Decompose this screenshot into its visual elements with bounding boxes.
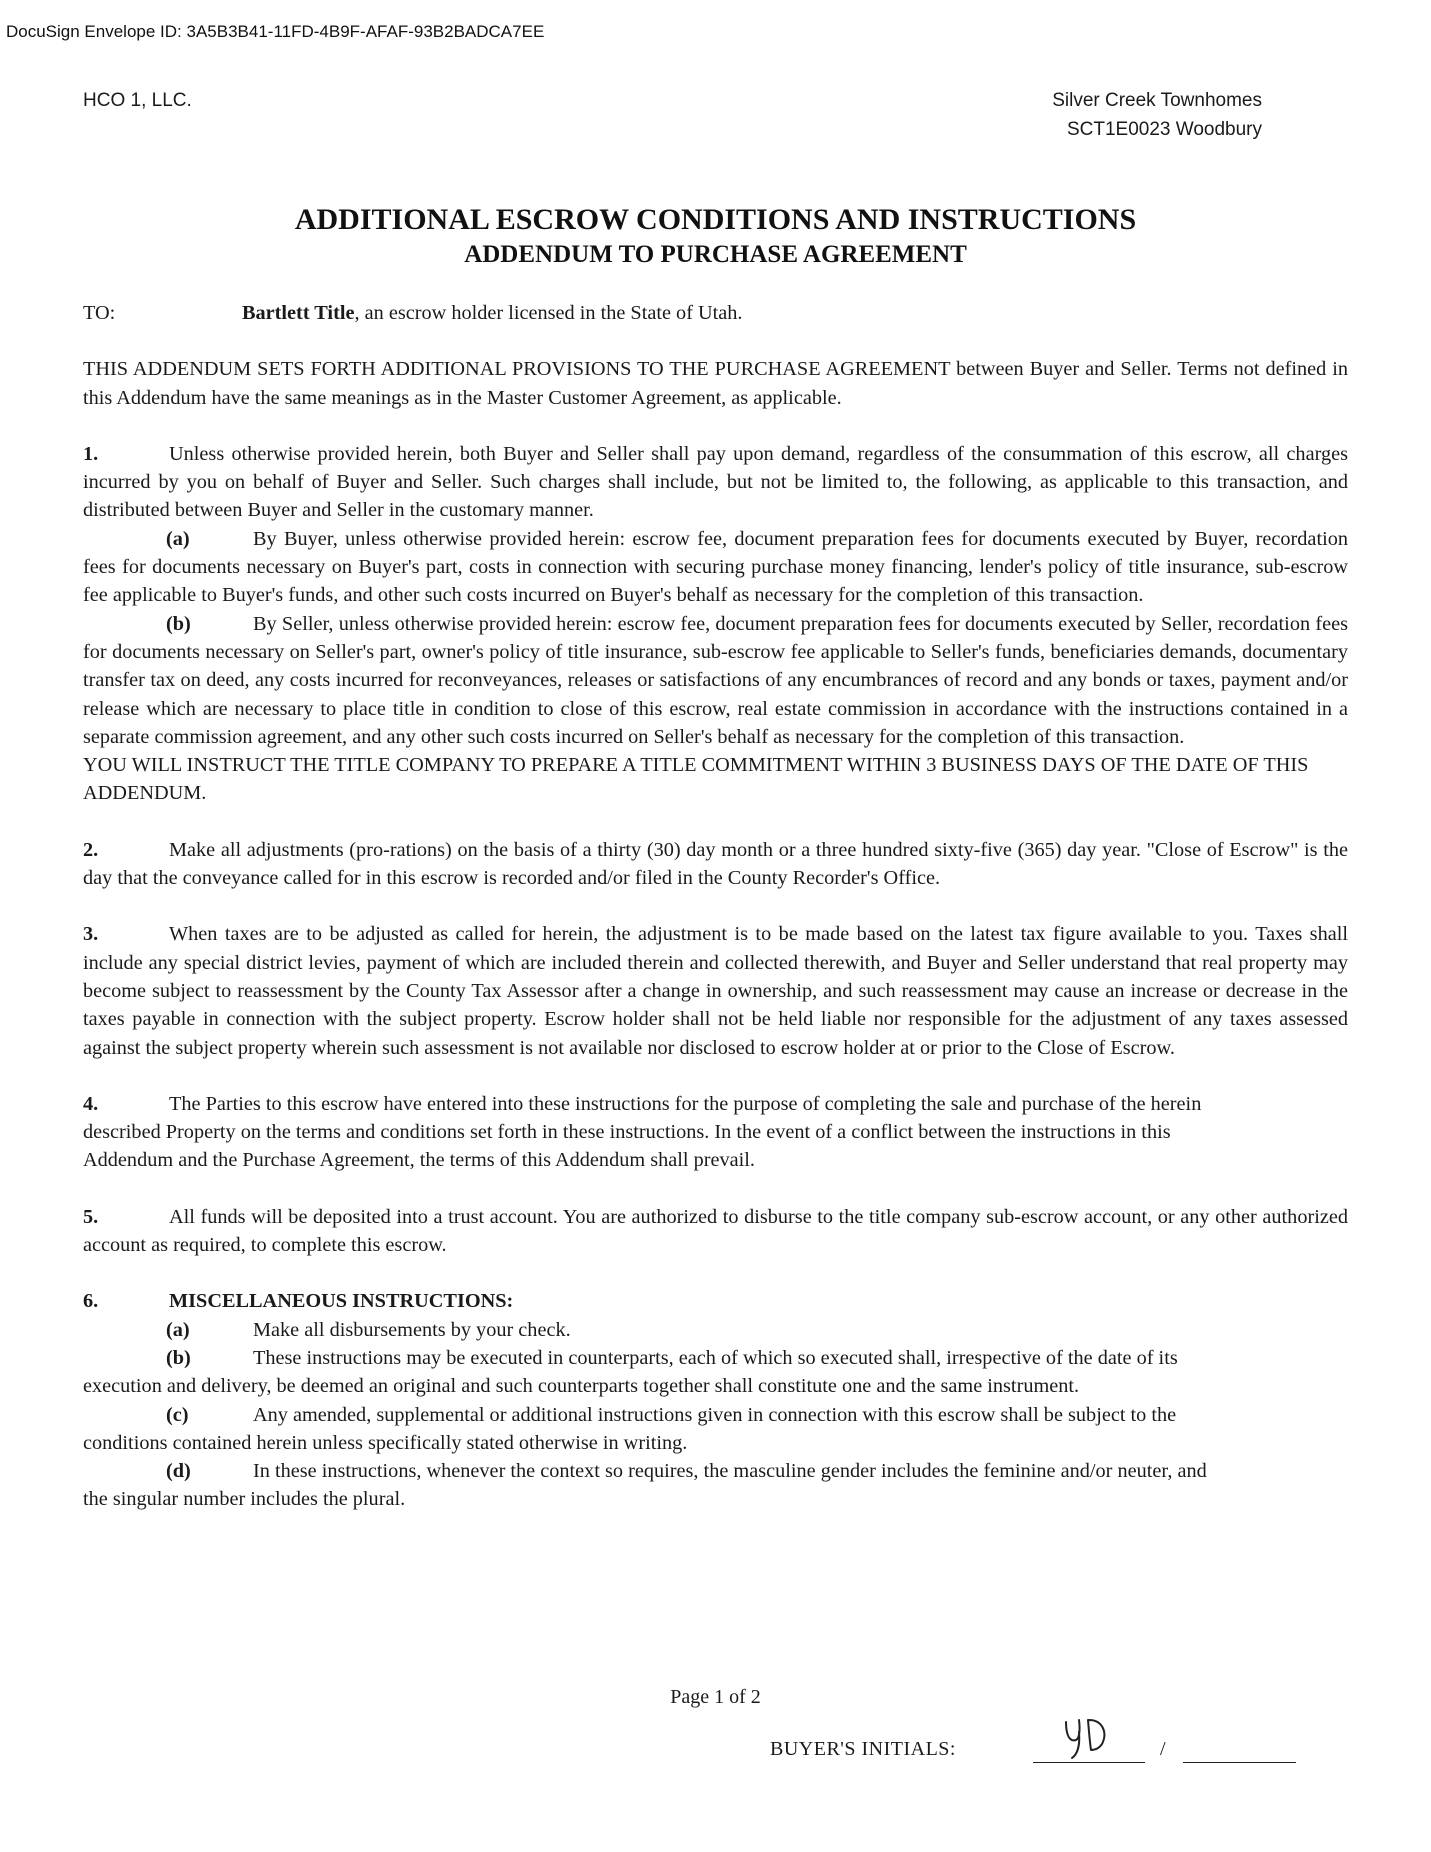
- section-1-text: Unless otherwise provided herein, both Buyer and Seller shall pay upon demand, regardless of the consummation of this escrow, all charges incurred by you on behalf of Buyer and Seller. Such charges shall include, but not be limited to, the following, as applicable to this transaction, and distributed between Buyer and Seller in the customary manner.: [83, 442, 1348, 522]
- section-1-caps-instruction: YOU WILL INSTRUCT THE TITLE COMPANY TO PREPARE A TITLE COMMITMENT WITHIN 3 BUSINESS DAYS OF THE DATE OF THIS ADDENDUM.: [83, 754, 1309, 805]
- section-6c: [83, 1401, 1211, 1458]
- section-1: [83, 440, 1348, 525]
- section-6b-label: (b): [166, 1346, 191, 1369]
- section-1a-text: By Buyer, unless otherwise provided herein: escrow fee, document preparation fees for documents executed by Buyer, recordation fees for documents necessary on Buyer's part, costs in connection with securing purchase money financing, lender's policy of title insurance, sub-escrow fee applicable to Buyer's funds, and other such costs incurred on Buyer's behalf as necessary for the completion of this transaction.: [83, 527, 1348, 607]
- section-1b-label: (b): [166, 612, 191, 635]
- section-1-number: 1.: [83, 442, 99, 465]
- section-5: [83, 1203, 1348, 1260]
- section-2: [83, 836, 1348, 893]
- document-subtitle: ADDENDUM TO PURCHASE AGREEMENT: [464, 241, 967, 268]
- section-6-heading: MISCELLANEOUS INSTRUCTIONS:: [169, 1290, 514, 1313]
- document-title: ADDITIONAL ESCROW CONDITIONS AND INSTRUCTIONS: [294, 203, 1137, 236]
- section-6-number: 6.: [83, 1290, 99, 1313]
- section-6a-text: Make all disbursements by your check.: [253, 1318, 571, 1341]
- section-3-number: 3.: [83, 923, 99, 946]
- escrow-holder-desc: , an escrow holder licensed in the State of Utah.: [354, 302, 743, 324]
- section-6d-text: In these instructions, whenever the context so requires, the masculine gender includes the feminine and/or neuter, and the singular number includes the plural.: [83, 1460, 1207, 1511]
- section-6b-text: These instructions may be executed in counterparts, each of which so executed shall, irrespective of the date of its execution and delivery, be deemed an original and such counterparts together shall constitute one and the same instrument.: [83, 1346, 1178, 1398]
- section-2-text: Make all adjustments (pro-rations) on the basis of a thirty (30) day month or a three hundred sixty-five (365) day year. "Close of Escrow" is the day that the conveyance called for in this escrow is recorded and/or filed in the County Recorder's Office.: [83, 838, 1348, 890]
- to-recipient: [242, 299, 743, 327]
- section-1b: [83, 610, 1348, 751]
- initials-separator: /: [1160, 1738, 1166, 1760]
- section-5-number: 5.: [83, 1205, 99, 1228]
- section-6b: [83, 1344, 1211, 1401]
- section-6c-text: Any amended, supplemental or additional instructions given in connection with this escrow shall be subject to the conditions contained herein unless specifically stated otherwise in writing.: [83, 1403, 1177, 1454]
- to-line: [83, 299, 1348, 327]
- section-4-text: The Parties to this escrow have entered into these instructions for the purpose of completing the sale and purchase of the herein described Property on the terms and conditions set forth in these instructions. In the event of a conflict between the instructions in this Addendum and the Purchase Agreement, the terms of this Addendum shall prevail.: [83, 1092, 1202, 1172]
- intro-paragraph: THIS ADDENDUM SETS FORTH ADDITIONAL PROVISIONS TO THE PURCHASE AGREEMENT between Buyer and Seller. Terms not defined in this Addendum have the same meanings as in the Master Customer Agreement, as applicable.: [83, 358, 1348, 409]
- section-6c-label: (c): [166, 1403, 189, 1426]
- project-name: Silver Creek Townhomes: [1052, 90, 1262, 111]
- property-block: [1052, 86, 1262, 144]
- section-3-text: When taxes are to be adjusted as called for herein, the adjustment is to be made based on the latest tax figure available to you. Taxes shall include any special district levies, payment of which are included therein and collected therewith, and Buyer and Seller understand that real property may become subject to reassessment by the County Tax Assessor after a change in ownership, and such reassessment may cause an increase or decrease in the taxes payable in connection with the subject property. Escrow holder shall not be held liable nor responsible for the adjustment of any taxes assessed against the subject property wherein such assessment is not available nor disclosed to escrow holder at or prior to the Close of Escrow.: [83, 923, 1348, 1059]
- docusign-envelope-id: DocuSign Envelope ID: 3A5B3B41-11FD-4B9F-AFAF-93B2BADCA7EE: [6, 22, 545, 41]
- section-6a: [83, 1316, 1211, 1344]
- section-4-number: 4.: [83, 1092, 99, 1115]
- section-2-number: 2.: [83, 838, 99, 861]
- section-1a-label: (a): [166, 527, 190, 550]
- buyer-initials-signature: [1058, 1710, 1118, 1760]
- escrow-holder-name: Bartlett Title: [242, 302, 355, 324]
- buyer1-initials-line[interactable]: [1033, 1762, 1145, 1763]
- buyer2-initials-line[interactable]: [1183, 1762, 1296, 1763]
- unit-id: SCT1E0023 Woodbury: [1066, 119, 1262, 140]
- section-4: [83, 1090, 1211, 1175]
- document-body: [83, 299, 1348, 1514]
- section-5-text: All funds will be deposited into a trust account. You are authorized to disburse to the title company sub-escrow account, or any other authorized account as required, to complete this escrow.: [83, 1205, 1348, 1257]
- section-6d-label: (d): [166, 1460, 191, 1483]
- to-label: TO:: [83, 302, 116, 324]
- seller-company: HCO 1, LLC.: [83, 90, 192, 111]
- page-number: Page 1 of 2: [670, 1686, 761, 1708]
- buyer-initials-label: BUYER'S INITIALS:: [770, 1738, 956, 1760]
- section-1b-text: By Seller, unless otherwise provided herein: escrow fee, document preparation fees for documents executed by Seller, recordation fees for documents necessary on Seller's part, owner's policy of title insurance, sub-escrow fee applicable to Seller's funds, beneficiaries demands, documentary transfer tax on deed, any costs incurred for reconveyances, releases or satisfactions of any encumbrances of record and any bonds or taxes, payment and/or release which are necessary to place title in condition to close of this escrow, real estate commission in accordance with the instructions contained in a separate commission agreement, and any other such costs incurred on Seller's behalf as necessary for the completion of this transaction.: [83, 612, 1348, 748]
- section-1a: [83, 525, 1348, 610]
- section-6d: [83, 1457, 1211, 1514]
- section-3: [83, 920, 1348, 1061]
- section-6: [83, 1287, 1348, 1315]
- section-6a-label: (a): [166, 1318, 190, 1341]
